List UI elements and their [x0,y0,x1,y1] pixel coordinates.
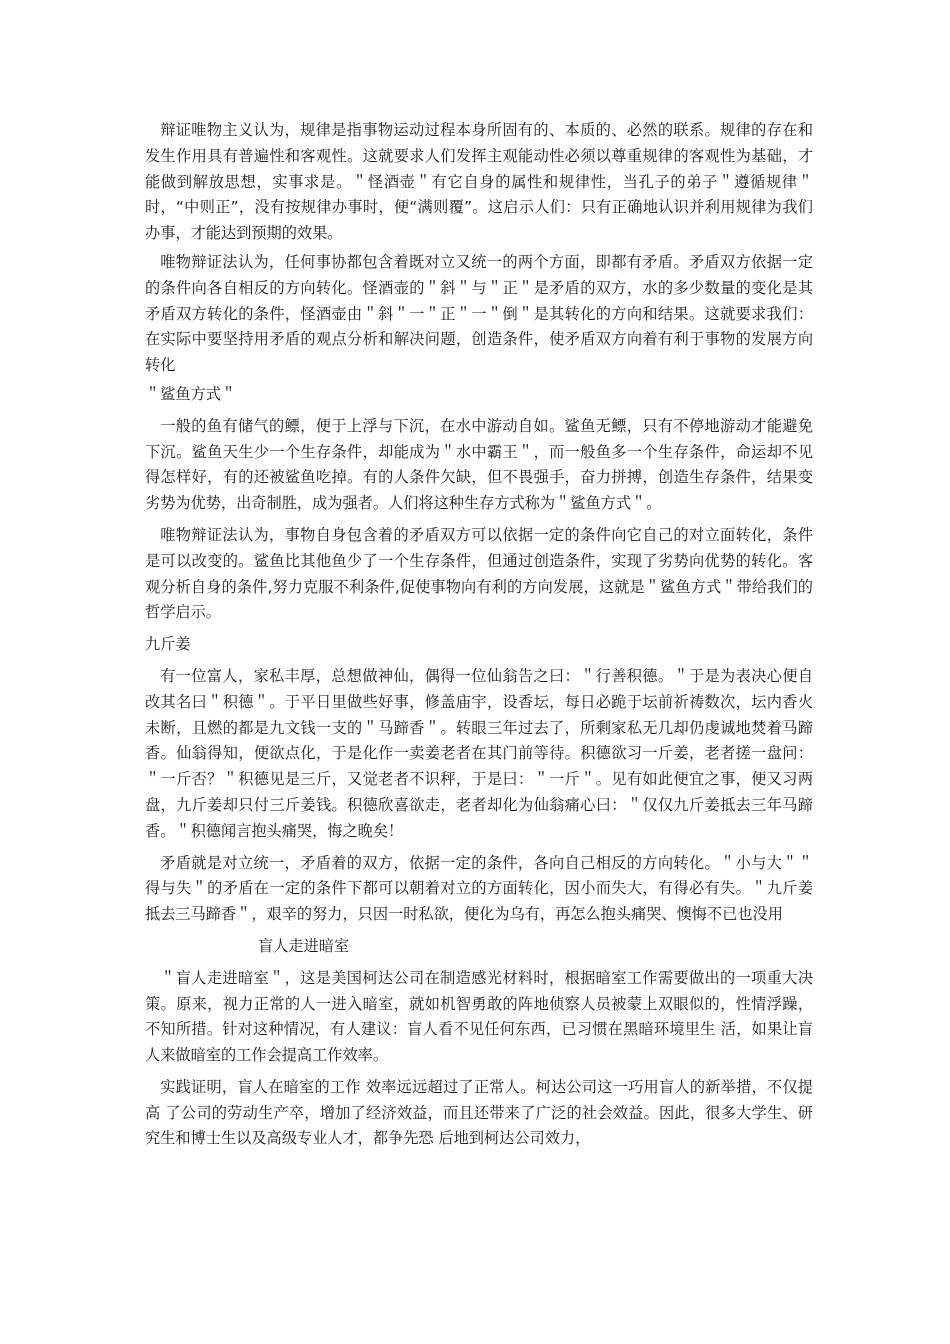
paragraph-shark-story: 一般的鱼有储气的鳔，便于上浮与下沉，在水中游动自如。鲨鱼无鳔，只有不停地游动才能避免下沉。鲨鱼天生少一个生存条件，却能成为＂水中霸王＂，而一般鱼多一个生存条件，命运却不见得怎样好，有的还被鲨鱼吃掉。有的人条件欠缺，但不畏强手，奋力拼搏，创造生存条件，结果变劣势为优势，出奇制胜，成为强者。人们将这种生存方式称为＂鲨鱼方式＂。 [145,416,813,513]
heading-blind-darkroom: 盲人走进暗室 [258,936,350,955]
paragraph-shark-philosophy: 唯物辩证法认为，事物自身包含着的矛盾双方可以依据一定的条件向它自己的对立面转化，条件是可以改变的。鲨鱼比其他鱼少了一个生存条件，但通过创造条件，实现了劣势向优势的转化。客观分析自身的条件,努力克服不利条件,促使事物向有利的方向发展，这就是＂鲨鱼方式＂带给我们的哲学启示。 [145,525,813,622]
paragraph-darkroom-story: ＂盲人走进暗室＂，这是美国柯达公司在制造感光材料时，根据暗室工作需要做出的一项重大决策。原来，视力正常的人一进入暗室，就如机智勇敢的阵地侦察人员被蒙上双眼似的，性情浮躁，不知所措。针对这种情况，有人建议：盲人看不见任何东西，已习惯在黑暗环境里生 活，如果让盲人来做暗室的工作会提高工作效率。 [145,968,813,1065]
heading-shark-way: ＂鲨鱼方式＂ [145,384,237,403]
paragraph-ginger-philosophy: 矛盾就是对立统一，矛盾着的双方，依据一定的条件，各向自己相反的方向转化。＂小与大＂＂得与失＂的矛盾在一定的条件下都可以朝着对立的方面转化，因小而失大，有得必有失。＂九斤姜抵去三马蹄香＂，艰辛的努力，只因一时私欲，便化为乌有，再怎么抱头痛哭、懊悔不已也没用 [145,853,813,924]
heading-nine-jin-ginger: 九斤姜 [145,635,191,654]
paragraph-ginger-story: 有一位富人，家私丰厚，总想做神仙，偶得一位仙翁告之曰：＂行善积德。＂于是为表决心便自改其名曰＂积德＂。于平日里做些好事，修盖庙宇，设香坛，每日必跪于坛前祈祷数次，坛内香火未断，且燃的都是九文钱一支的＂马蹄香＂。转眼三年过去了，所剩家私无几却仍虔诚地焚着马蹄香。仙翁得知，便欲点化，于是化作一卖姜老者在其门前等待。积德欲习一斤姜，老者搓一盘问：＂一斤否？＂积德见是三斤，又觉老者不识秤，于是曰：＂一斤＂。见有如此便宜之事，便又习两盘，九斤姜却只付三斤姜钱。积德欣喜欲走，老者却化为仙翁痛心曰：＂仅仅九斤姜抵去三年马蹄香。＂积德闻言抱头痛哭，悔之晚矣！ [145,666,813,840]
document-page [145,118,813,1152]
paragraph-law-objectivity: 辩证唯物主义认为，规律是指事物运动过程本身所固有的、本质的、必然的联系。规律的存在和发生作用具有普遍性和客观性。这就要求人们发挥主观能动性必须以尊重规律的客观性为基础，才能做到解放思想，实事求是。＂怪酒壶＂有它自身的属性和规律性，当孔子的弟子＂遵循规律＂时，“中则正”，没有按规律办事时，便“满则覆”。这启示人们：只有正确地认识并利用规律为我们办事，才能达到预期的效果。 [145,121,813,243]
paragraph-darkroom-result: 实践证明，盲人在暗室的工作 效率远远超过了正常人。柯达公司这一巧用盲人的新举措，不仅提高 了公司的劳动生产卒，增加了经济效益，而且还带来了广泛的社会效益。因此，很多大学生、研究生和博士生以及高级专业人才，都争先恐 后地到柯达公司效力， [145,1077,813,1148]
paragraph-contradiction-transformation: 唯物辩证法认为，任何事协都包含着既对立又统一的两个方面，即都有矛盾。矛盾双方依据一定的条件向各自相反的方向转化。怪酒壶的＂斜＂与＂正＂是矛盾的双方，水的多少数量的变化是其矛盾双方转化的条件，怪酒壶由＂斜＂一＂正＂一＂倒＂是其转化的方向和结果。这就要求我们：在实际中要坚持用矛盾的观点分析和解决问题，创造条件，使矛盾双方向着有利于事物的发展方向转化 [145,252,813,375]
